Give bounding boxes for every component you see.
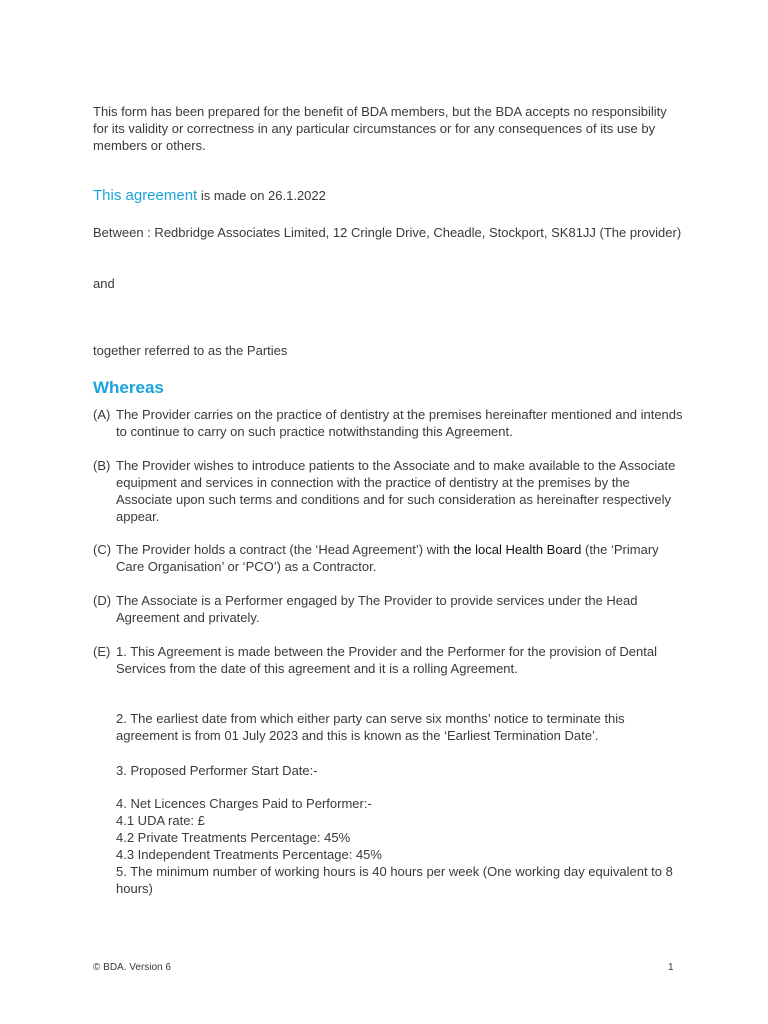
- agreement-date: is made on 26.1.2022: [197, 188, 326, 203]
- whereas-heading: Whereas: [93, 378, 164, 397]
- agreement-lead: This agreement: [93, 187, 198, 204]
- clause-d: [93, 592, 683, 626]
- disclaimer: This form has been prepared for the benefit of BDA members, but the BDA accepts no responsibility for its validity or correctness in any particular circumstances or for any consequences of its use by members or others.: [93, 104, 667, 153]
- clause-text: The Associate is a Performer engaged by The Provider to provide services under the Head Agreement and privately.: [116, 593, 638, 625]
- agreement-line: [93, 187, 683, 204]
- clause-text: The Provider carries on the practice of dentistry at the premises hereinafter mentioned and intends to continue to carry on such practice notwithstanding this Agreement.: [116, 407, 683, 439]
- clause-label: (B): [93, 458, 111, 473]
- clause-label: (A): [93, 407, 111, 422]
- clause-text: 1. This Agreement is made between the Provider and the Performer for the provision of Dental Services from the date of this agreement and it is a rolling Agreement.: [116, 644, 657, 676]
- footer-version: © BDA. Version 6: [93, 962, 171, 973]
- clause-text-pre: The Provider holds a contract (the ‘Head Agreement’) with: [116, 542, 454, 557]
- clause-text: The Provider wishes to introduce patients to the Associate and to make available to the Associate equipment and services in connection with the practice of dentistry at the premises by the Associate upon such terms and conditions and for such consideration as hereinafter respectively appear.: [116, 458, 676, 524]
- clause-text-post: (the ‘Primary Care Organisation’ or ‘PCO’) as a Contractor.: [116, 542, 659, 574]
- clause-text: [116, 541, 683, 575]
- independent-treatments-percentage: 4.3 Independent Treatments Percentage: 45%: [116, 847, 382, 862]
- clause-e-item-2: 2. The earliest date from which either party can serve six months’ notice to terminate this agreement is from 01 July 2023 and this is known as the ‘Earliest Termination Date’.: [116, 711, 625, 743]
- clause-label: (D): [93, 593, 112, 608]
- health-board-highlight: the local Health Board: [453, 542, 582, 557]
- minimum-working-hours: 5. The minimum number of working hours is 40 hours per week (One working day equivalent to 8 hours): [116, 864, 673, 896]
- clause-label: (E): [93, 644, 111, 659]
- clause-e: [93, 643, 683, 677]
- page-number: 1: [668, 962, 674, 973]
- uda-rate: 4.1 UDA rate: £: [116, 813, 205, 828]
- clause-b: [93, 457, 683, 525]
- and-text: and: [93, 276, 115, 291]
- between-parties: Between : Redbridge Associates Limited, 12 Cringle Drive, Cheadle, Stockport, SK81JJ (The provider): [93, 225, 682, 240]
- clause-e-item-4: [116, 795, 686, 897]
- private-treatments-percentage: 4.2 Private Treatments Percentage: 45%: [116, 830, 351, 845]
- parties-text: together referred to as the Parties: [93, 343, 288, 358]
- clause-label: (C): [93, 542, 112, 557]
- clause-c: [93, 541, 683, 575]
- net-licence-charges: 4. Net Licences Charges Paid to Performer:-: [116, 796, 372, 811]
- clause-e-item-3: 3. Proposed Performer Start Date:-: [116, 763, 318, 778]
- clause-a: [93, 406, 683, 440]
